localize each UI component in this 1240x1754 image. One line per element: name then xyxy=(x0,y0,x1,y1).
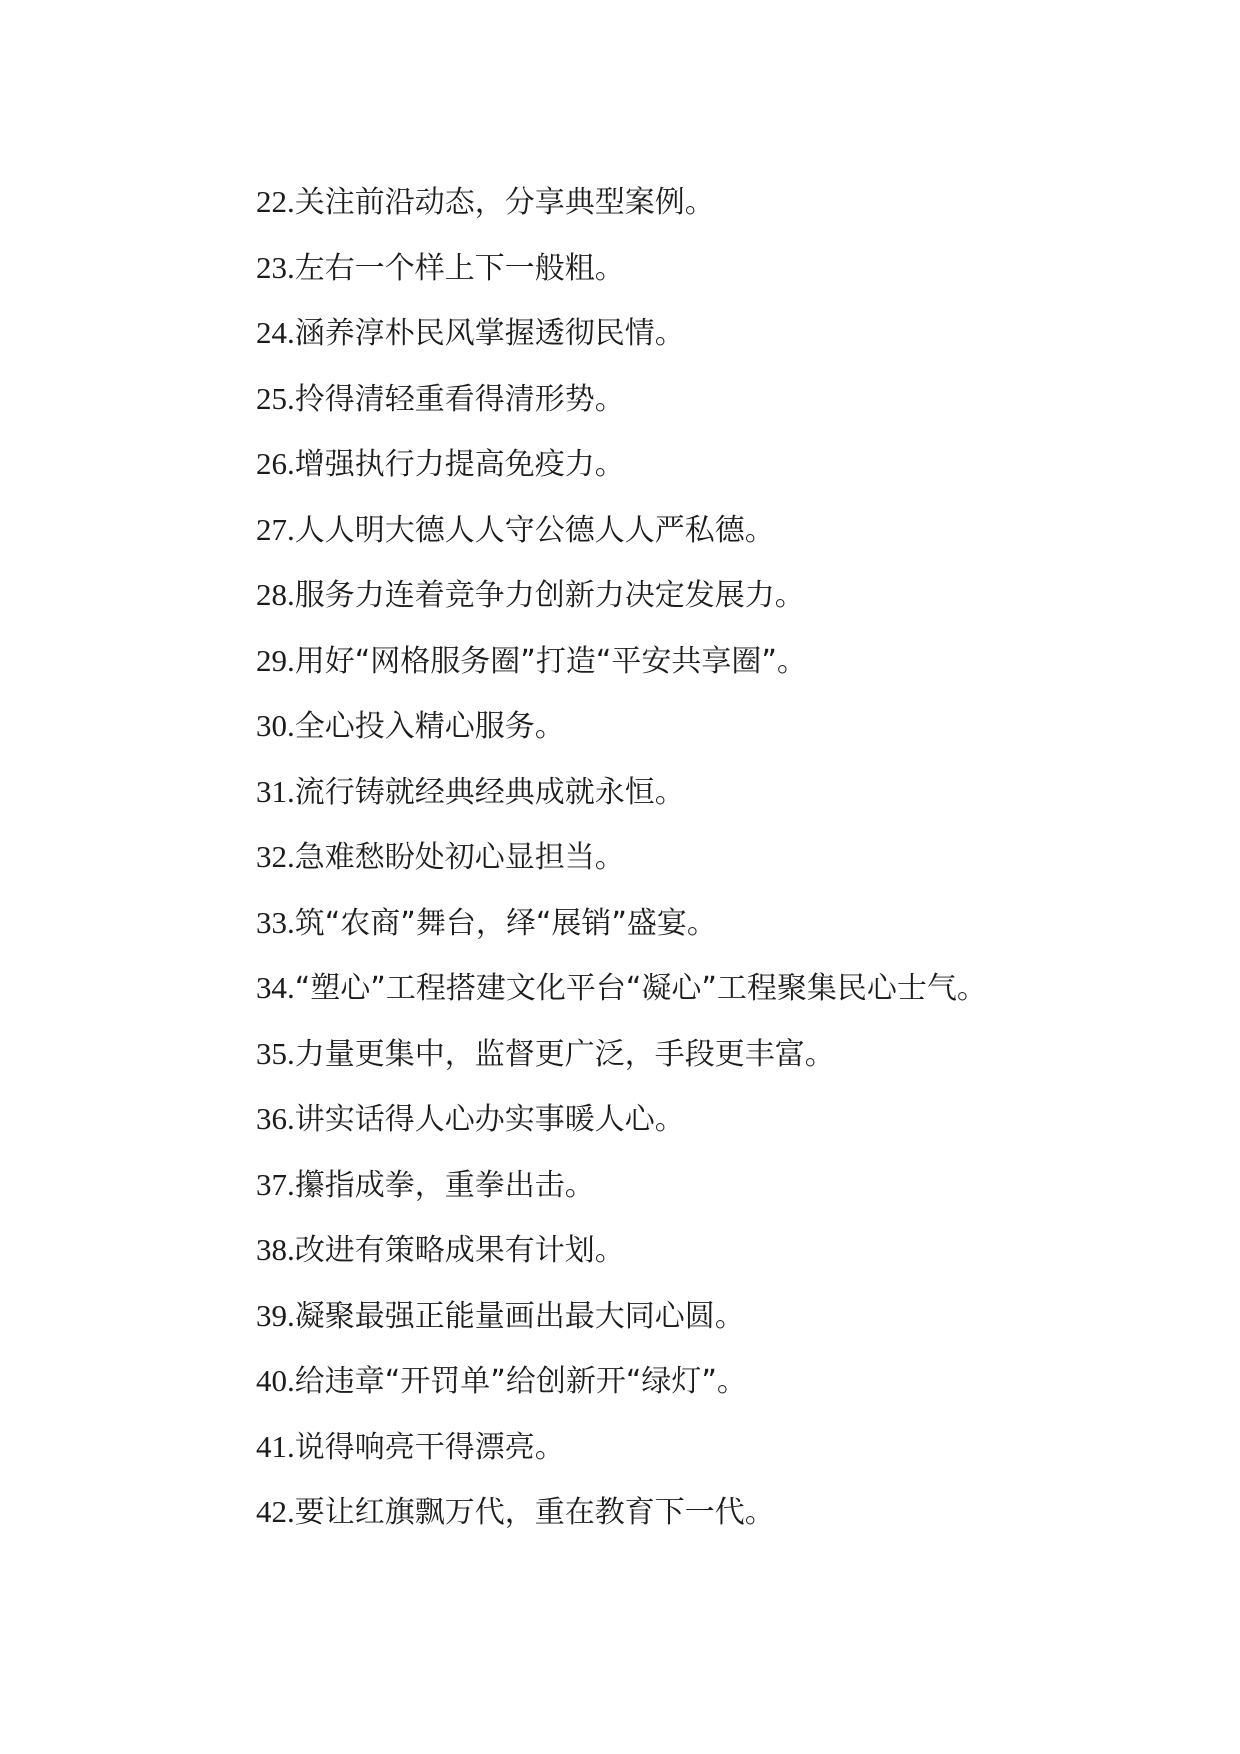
item-text: 关注前沿动态，分享典型案例。 xyxy=(294,185,715,220)
item-number: 24. xyxy=(256,315,295,350)
item-text: 涵养淳朴民风掌握透彻民情。 xyxy=(294,316,685,351)
item-text: 说得响亮干得漂亮。 xyxy=(294,1429,565,1465)
item-number: 38. xyxy=(256,1232,295,1267)
item-number: 25. xyxy=(256,380,295,416)
item-number: 33. xyxy=(256,904,295,940)
list-item xyxy=(188,1087,1058,1153)
item-number: 26. xyxy=(256,446,295,481)
item-text: 人人明大德人人守公德人人严私德。 xyxy=(294,512,775,548)
item-number: 22. xyxy=(256,184,295,219)
item-number: 37. xyxy=(256,1166,295,1202)
item-text: 改进有策略成果有计划。 xyxy=(294,1233,625,1268)
list-item xyxy=(188,498,1058,564)
list-item xyxy=(188,1218,1058,1284)
item-number: 32. xyxy=(256,839,295,874)
item-text: 流行铸就经典经典成就永恒。 xyxy=(294,774,685,810)
list-item xyxy=(188,891,1058,957)
list-item xyxy=(188,825,1058,891)
list-item xyxy=(188,760,1058,826)
list-item xyxy=(188,563,1058,629)
list-item xyxy=(188,1480,1058,1546)
item-text: 左右一个样上下一般粗。 xyxy=(294,250,625,286)
item-number: 27. xyxy=(256,511,295,547)
list-item xyxy=(188,956,1058,1022)
item-number: 35. xyxy=(256,1035,295,1071)
item-number: 40. xyxy=(256,1363,295,1398)
item-number: 30. xyxy=(256,708,295,743)
item-number: 39. xyxy=(256,1297,295,1333)
item-text: 增强执行力提高免疫力。 xyxy=(294,447,625,482)
slogan-list xyxy=(188,170,1058,1546)
list-item xyxy=(188,1284,1058,1350)
list-item xyxy=(188,236,1058,302)
item-number: 29. xyxy=(256,642,295,678)
item-number: 41. xyxy=(256,1428,295,1464)
item-text: 拎得清轻重看得清形势。 xyxy=(294,381,625,417)
list-item xyxy=(188,301,1058,367)
item-text: 攥指成拳，重拳出击。 xyxy=(294,1167,595,1203)
item-text: 要让红旗飘万代，重在教育下一代。 xyxy=(294,1495,775,1530)
list-item xyxy=(188,1349,1058,1415)
item-text: 急难愁盼处初心显担当。 xyxy=(294,840,625,875)
item-text: 服务力连着竞争力创新力决定发展力。 xyxy=(294,578,805,613)
item-text: 凝聚最强正能量画出最大同心圆。 xyxy=(294,1298,745,1334)
item-text: 筑“农商”舞台，绎“展销”盛宴。 xyxy=(294,905,717,941)
item-text: 全心投入精心服务。 xyxy=(294,709,565,744)
list-item xyxy=(188,694,1058,760)
item-text: “塑心”工程搭建文化平台“凝心”工程聚集民心士气。 xyxy=(294,971,987,1006)
item-text: 用好“网格服务圈”打造“平安共享圈”。 xyxy=(294,643,807,679)
item-number: 36. xyxy=(256,1101,295,1136)
item-number: 34. xyxy=(256,970,295,1005)
list-item xyxy=(188,629,1058,695)
item-number: 42. xyxy=(256,1494,295,1529)
item-number: 31. xyxy=(256,773,295,809)
list-item xyxy=(188,1153,1058,1219)
list-item xyxy=(188,170,1058,236)
list-item xyxy=(188,432,1058,498)
list-item xyxy=(188,1415,1058,1481)
item-text: 力量更集中，监督更广泛，手段更丰富。 xyxy=(294,1036,835,1072)
item-text: 讲实话得人心办实事暖人心。 xyxy=(294,1102,685,1137)
list-item xyxy=(188,367,1058,433)
list-item xyxy=(188,1022,1058,1088)
item-number: 23. xyxy=(256,249,295,285)
item-number: 28. xyxy=(256,577,295,612)
item-text: 给违章“开罚单”给创新开“绿灯”。 xyxy=(294,1364,747,1399)
